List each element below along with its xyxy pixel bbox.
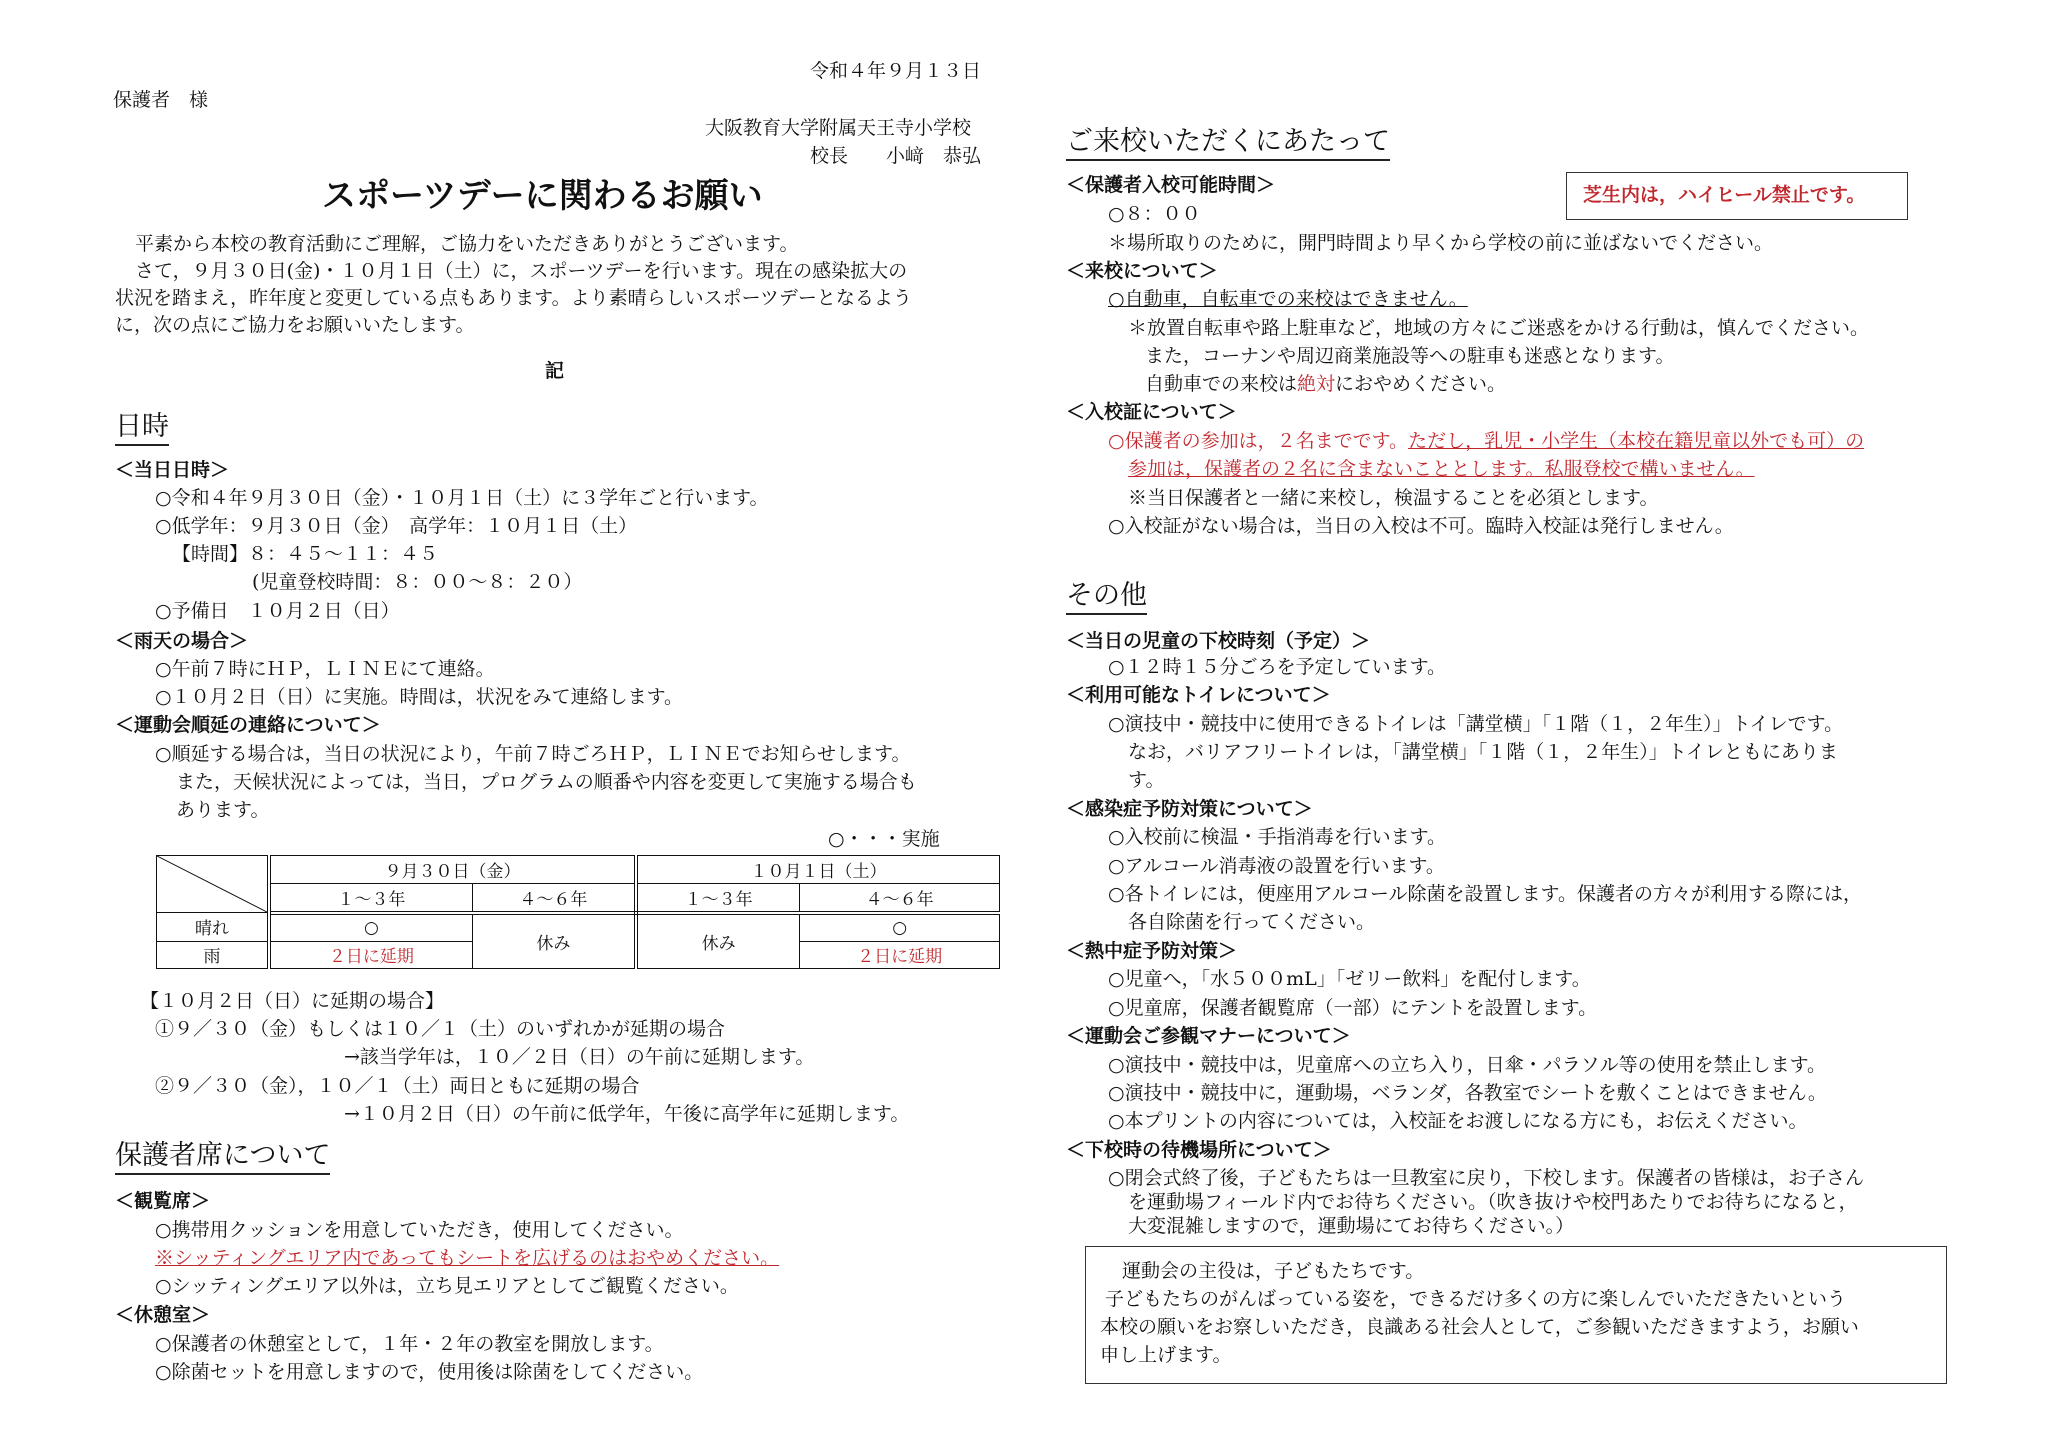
nichiji-line: 【時間】８：４５～１１：４５ bbox=[172, 543, 439, 565]
subheading-rest-room: ＜休憩室＞ bbox=[115, 1304, 211, 1326]
postpone-title: 【１０月２日（日）に延期の場合】 bbox=[140, 990, 445, 1012]
table-cell-rest: 休み bbox=[472, 913, 636, 969]
nichiji-line: ○午前７時にＨＰ，ＬＩＮＥにて連絡。 bbox=[155, 658, 495, 680]
nichiji-line: (児童登校時間：８：００～８：２０） bbox=[252, 571, 583, 593]
table-grade: ４～６年 bbox=[800, 883, 1000, 912]
postpone-line: ①９／３０（金）もしくは１０／１（土）のいずれかが延期の場合 bbox=[155, 1018, 726, 1040]
visit-text: ○保護者の参加は，２名までです。 bbox=[1108, 430, 1409, 452]
table-header-day2: １０月１日（土） bbox=[636, 856, 1000, 884]
section-heading-visit: ご来校いただくにあたって bbox=[1066, 126, 1390, 161]
visit-line bbox=[1108, 430, 1864, 453]
other-line: ○児童へ，「水５００mL」「ゼリー飲料」を配付します。 bbox=[1108, 968, 1591, 990]
table-row-label-rain: 雨 bbox=[157, 941, 270, 968]
visit-line: 参加は，保護者の２名に含まないこととします。私服登校で構いません。 bbox=[1128, 458, 1755, 480]
other-line: ○各トイレには，便座用アルコール除菌を設置します。保護者の方々が利用する際には， bbox=[1108, 883, 1862, 905]
table-row-label-sunny: 晴れ bbox=[157, 913, 270, 942]
visit-text: 自動車での来校は bbox=[1145, 373, 1298, 395]
principal-name: 校長 小﨑 恭弘 bbox=[810, 145, 982, 167]
other-line: ○アルコール消毒液の設置を行います。 bbox=[1108, 855, 1445, 877]
table-grade: １～３年 bbox=[636, 883, 800, 912]
section-heading-other: その他 bbox=[1066, 580, 1147, 615]
nichiji-line: ○予備日 １０月２日（日） bbox=[155, 600, 400, 622]
nichiji-line: ○低学年：９月３０日（金） 高学年：１０月１日（土） bbox=[155, 515, 638, 537]
nichiji-line: あります。 bbox=[176, 799, 270, 821]
subheading-manners: ＜運動会ご参観マナーについて＞ bbox=[1066, 1025, 1351, 1047]
notice-text: 芝生内は，ハイヒール禁止です。 bbox=[1583, 184, 1866, 206]
nichiji-line: また，天候状況によっては，当日，プログラムの順番や内容を変更して実施する場合も bbox=[176, 771, 917, 793]
subheading-heatstroke: ＜熱中症予防対策＞ bbox=[1066, 940, 1238, 962]
postpone-line: →１０月２日（日）の午前に低学年，午後に高学年に延期します。 bbox=[344, 1103, 910, 1125]
nichiji-line: ○令和４年９月３０日（金）・１０月１日（土）に３学年ごと行います。 bbox=[155, 487, 769, 509]
other-line: す。 bbox=[1128, 769, 1165, 791]
other-line: なお，バリアフリートイレは，「講堂横」「１階（１，２年生）」トイレともにありま bbox=[1128, 741, 1838, 763]
visit-line: ＊放置自転車や路上駐車など，地域の方々にご迷惑をかける行動は，慎んでください。 bbox=[1128, 317, 1870, 339]
visit-line: ※当日保護者と一緒に来校し，検温することを必須とします。 bbox=[1128, 487, 1659, 509]
other-line: ○児童席，保護者観覧席（一部）にテントを設置します。 bbox=[1108, 997, 1598, 1019]
diagonal-line bbox=[157, 856, 267, 912]
subheading-coming: ＜来校について＞ bbox=[1066, 260, 1218, 282]
addressee: 保護者 様 bbox=[113, 89, 209, 111]
subheading-postpone-notice: ＜運動会順延の連絡について＞ bbox=[115, 714, 381, 736]
table-header-day1: ９月３０日（金） bbox=[269, 856, 636, 884]
seats-warning: ※シッティングエリア内であってもシートを広げるのはおやめください。 bbox=[155, 1247, 780, 1269]
subheading-viewing: ＜観覧席＞ bbox=[115, 1190, 211, 1212]
intro-line-4: に，次の点にご協力をお願いいたします。 bbox=[115, 314, 475, 336]
other-line: ○演技中・競技中は，児童席への立ち入り，日傘・パラソル等の使用を禁止します。 bbox=[1108, 1054, 1827, 1076]
seats-line: ○保護者の休憩室として，１年・２年の教室を開放します。 bbox=[155, 1333, 664, 1355]
section-heading-seats: 保護者席について bbox=[115, 1140, 330, 1175]
nichiji-line: ○１０月２日（日）に実施。時間は，状況をみて連絡します。 bbox=[155, 686, 684, 708]
seats-line: ○携帯用クッションを用意していただき，使用してください。 bbox=[155, 1219, 684, 1241]
closing-line: 本校の願いをお察しいただき，良識ある社会人として，ご参観いただきますよう，お願い bbox=[1100, 1316, 1859, 1338]
table-legend: ○・・・実施 bbox=[828, 828, 940, 850]
visit-line: ○入校証がない場合は，当日の入校は不可。臨時入校証は発行しません。 bbox=[1108, 515, 1734, 537]
other-line: を運動場フィールド内でお待ちください。（吹き抜けや校門あたりでお待ちになると， bbox=[1128, 1191, 1858, 1213]
closing-line: 申し上げます。 bbox=[1100, 1344, 1232, 1366]
visit-emphasis: 絶対 bbox=[1297, 373, 1336, 395]
intro-line-2: さて，９月３０日(金)・１０月１日（土）に，スポーツデーを行います。現在の感染拡大の bbox=[135, 260, 908, 282]
table-cell-postpone: ２日に延期 bbox=[800, 941, 1000, 968]
other-line: ○１２時１５分ごろを予定しています。 bbox=[1108, 656, 1447, 678]
subheading-rain: ＜雨天の場合＞ bbox=[115, 630, 249, 652]
postpone-line: ②９／３０（金），１０／１（土）両日ともに延期の場合 bbox=[155, 1075, 640, 1097]
visit-line bbox=[1145, 373, 1506, 396]
other-line: 大変混雑しますので，運動場にてお待ちください。） bbox=[1128, 1215, 1575, 1237]
other-line: ○入校前に検温・手指消毒を行います。 bbox=[1108, 826, 1447, 848]
schedule-table bbox=[156, 855, 1000, 969]
page-title: スポーツデーに関わるお願い bbox=[322, 176, 763, 216]
table-cell-rest: 休み bbox=[636, 913, 800, 969]
subheading-dismissal: ＜当日の児童の下校時刻（予定）＞ bbox=[1066, 630, 1371, 652]
section-heading-nichiji: 日時 bbox=[115, 411, 169, 446]
seats-line: ○シッティングエリア以外は，立ち見エリアとしてご観覧ください。 bbox=[155, 1275, 739, 1297]
visit-line: ○８：００ bbox=[1108, 203, 1201, 225]
other-line: ○演技中・競技中に使用できるトイレは「講堂横」「１階（１，２年生）」トイレです。 bbox=[1108, 713, 1844, 735]
table-cell-circle: ○ bbox=[800, 913, 1000, 942]
subheading-today: ＜当日日時＞ bbox=[115, 459, 230, 481]
visit-line: また，コーナンや周辺商業施設等への駐車も迷惑となります。 bbox=[1145, 345, 1675, 367]
visit-text: ただし，乳児・小学生（本校在籍児童以外でも可）の bbox=[1408, 430, 1865, 452]
intro-line-3: 状況を踏まえ，昨年度と変更している点もあります。より素晴らしいスポーツデーとなるよう bbox=[115, 287, 912, 309]
table-cell-circle: ○ bbox=[269, 913, 472, 942]
other-line: ○本プリントの内容については，入校証をお渡しになる方にも，お伝えください。 bbox=[1108, 1110, 1808, 1132]
table-cell-postpone: ２日に延期 bbox=[269, 941, 472, 968]
nichiji-line: ○順延する場合は，当日の状況により，午前７時ごろＨＰ，ＬＩＮＥでお知らせします。 bbox=[155, 743, 911, 765]
closing-line: 運動会の主役は，子どもたちです。 bbox=[1122, 1260, 1425, 1282]
table-grade: １～３年 bbox=[269, 883, 472, 912]
other-line: ○閉会式終了後，子どもたちは一旦教室に戻り，下校します。保護者の皆様は，お子さん bbox=[1108, 1167, 1865, 1189]
school-name: 大阪教育大学附属天王寺小学校 bbox=[705, 117, 972, 139]
subheading-toilet: ＜利用可能なトイレについて＞ bbox=[1066, 684, 1331, 706]
ki-label: 記 bbox=[545, 360, 565, 382]
seats-line: ○除菌セットを用意しますので，使用後は除菌をしてください。 bbox=[155, 1361, 704, 1383]
postpone-line: →該当学年は，１０／２日（日）の午前に延期します。 bbox=[344, 1046, 815, 1068]
subheading-waiting: ＜下校時の待機場所について＞ bbox=[1066, 1139, 1332, 1161]
subheading-pass: ＜入校証について＞ bbox=[1066, 401, 1237, 423]
visit-line: ＊場所取りのために，開門時間より早くから学校の前に並ばないでください。 bbox=[1108, 232, 1774, 254]
other-line: 各自除菌を行ってください。 bbox=[1128, 911, 1376, 933]
subheading-entry-time: ＜保護者入校可能時間＞ bbox=[1066, 174, 1276, 196]
date: 令和４年９月１３日 bbox=[810, 60, 982, 82]
subheading-infection: ＜感染症予防対策について＞ bbox=[1066, 798, 1313, 820]
intro-line-1: 平素から本校の教育活動にご理解，ご協力をいただきありがとうございます。 bbox=[135, 233, 799, 255]
visit-text: におやめください。 bbox=[1335, 373, 1507, 395]
visit-line: ○自動車，自転車での来校はできません。 bbox=[1108, 288, 1468, 310]
table-grade: ４～６年 bbox=[472, 883, 636, 912]
table-corner-cell bbox=[157, 856, 270, 913]
other-line: ○演技中・競技中に，運動場，ベランダ，各教室でシートを敷くことはできません。 bbox=[1108, 1082, 1827, 1104]
closing-line: 子どもたちのがんばっている姿を，できるだけ多くの方に楽しんでいただきたいという bbox=[1105, 1288, 1847, 1310]
